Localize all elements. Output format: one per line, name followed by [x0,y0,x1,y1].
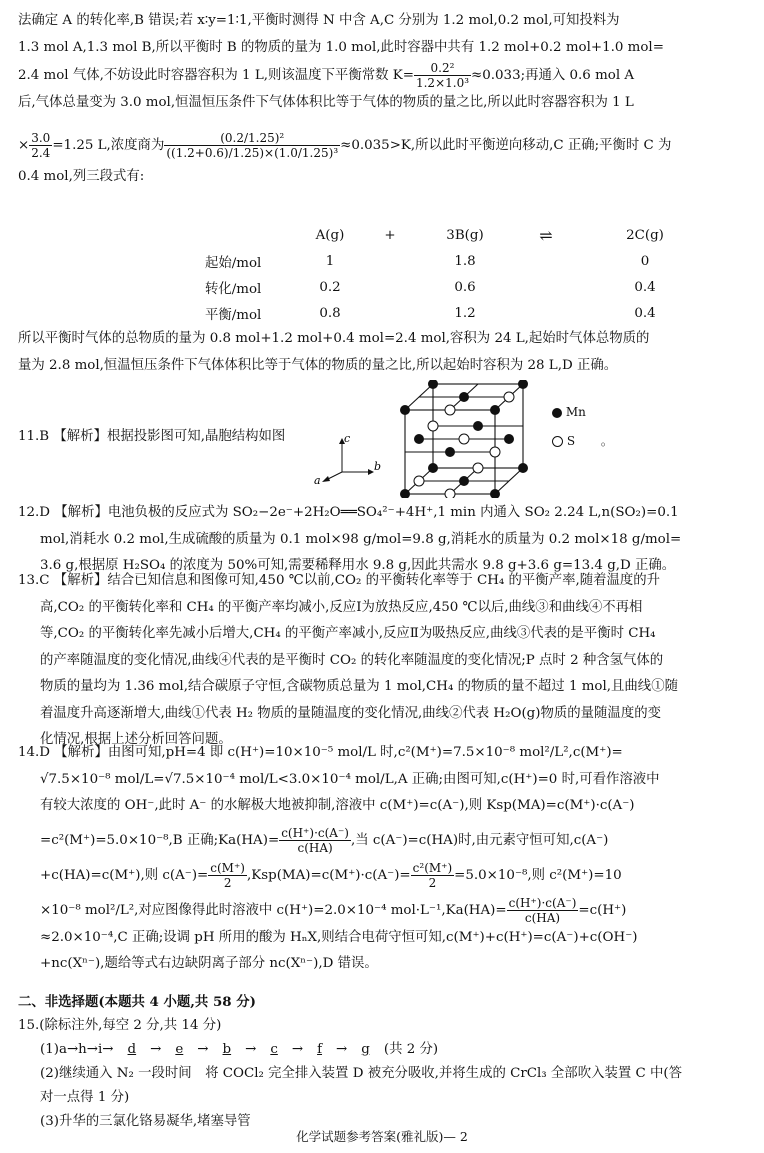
ka2-frac-den: c(HA) [524,910,561,925]
q15-blank: f [317,1042,323,1057]
ka2-fraction [507,896,579,925]
s-atom [428,421,438,431]
cm-frac-num: c(M⁺) [210,860,245,875]
p13-line2: 高,CO₂ 的平衡转化率和 CH₄ 的平衡产率均减小,反应Ⅰ为放热反应,450 ℃以后,曲线③和曲线④不再相 [40,599,643,615]
tri-row-initial [205,248,715,274]
tri-cell: 1 [325,253,335,269]
p14-line2: √7.5×10⁻⁸ mol/L=√7.5×10⁻⁴ mol/L<3.0×10⁻⁴ mol/L,A 正确;由图可知,c(H⁺)=0 时,可看作溶液中 [40,771,660,787]
p14-line6 [18,896,750,925]
p14-line8: +nc(Xⁿ⁻),题给等式右边缺阴离子部分 nc(Xⁿ⁻),D 错误。 [40,956,378,971]
p13-line1: 13.C 【解析】结合已知信息和图像可知,450 ℃以前,CO₂ 的平衡转化率等于 CH₄ 的平衡产率,随着温度的升 [18,573,661,588]
p14-line5-b: ,Ksp(MA)=c(M⁺)·c(A⁻)= [247,867,411,883]
tri-row-label: 平衡/mol [205,307,262,323]
cm2-frac-num: c²(M⁺) [412,860,453,875]
p10-line5-a: × [18,137,30,153]
species-plus: + [384,227,396,243]
q-frac-num: (0.2/1.25)² [164,131,340,146]
cm2-frac-den: 2 [428,875,437,890]
ka-frac-den: c(HA) [297,840,333,855]
p13-line4: 的产率随温度的变化情况,曲线④代表的是平衡时 CO₂ 的转化率随温度的变化情况;P 点时 2 种含氢气体的 [40,652,664,668]
p13-line7: 化情况,根据上述分析回答问题。 [40,732,232,747]
mn-atom [504,434,514,444]
p10-line3-b: ≈0.033;再通入 0.6 mol A [471,68,635,83]
tri-row-label: 起始/mol [205,255,262,271]
p14-line3: 有较大浓度的 OH⁻,此时 A⁻ 的水解极大地被抑制,溶液中 c(M⁺)=c(A⁻),则 Ksp(MA)=c(M⁺)·c(A⁻) [40,798,635,813]
tri-cell: 0.4 [634,305,656,321]
tri-cell: 0 [640,253,650,269]
tri-cell: 0.6 [454,279,476,295]
p13-line6: 着温度升高逐渐增大,曲线①代表 H₂ 物质的量随温度的变化情况,曲线②代表 H₂O(g)物质的量随温度的变 [40,705,661,721]
legend-mn [552,405,586,419]
q15-blank: e [175,1042,184,1057]
tri-cell: 1.8 [454,253,476,269]
p12-line2: mol,消耗水 0.2 mol,生成硫酸的质量为 0.1 mol×98 g/mol=9.8 g,消耗水的质量为 0.2 mol×18 g/mol= [40,531,682,547]
s-atom [490,447,500,457]
p14-line4-b: ,当 c(A⁻)=c(HA)时,由元素守恒可知,c(A⁻) [350,832,609,848]
legend-s-label: S [566,434,576,448]
p14-line6-b: =c(H⁺) [578,902,627,918]
p10-line5-c: ≈0.035>K,所以此时平衡逆向移动,C 正确;平衡时 C 为 [340,137,672,153]
legend-s [552,432,613,449]
q15-1-suffix: (共 2 分) [383,1042,439,1057]
legend-mn-label: Mn [565,405,586,419]
vol-frac-den: 2.4 [31,145,51,160]
cm2-half-fraction [411,861,455,890]
tri-row-equilibrium [205,300,715,326]
p10-conclusion [18,326,750,379]
three-stage-table [205,222,715,326]
s-atom [459,434,469,444]
q15-blank: c [270,1042,278,1057]
page-footer: 化学试题参考答案(雅礼版)— 2 [296,1129,468,1144]
axes-diagram [312,430,382,485]
p12-line1: 12.D 【解析】电池负极的反应式为 SO₂−2e⁻+2H₂O══SO₄²⁻+4H⁺,1 min 内通入 SO₂ 2.24 L,n(SO₂)=0.1 [18,505,679,520]
q-fraction [164,131,340,160]
p12-line3: 3.6 g,根据原 H₂SO₄ 的浓度为 50%可知,需要稀释用水 9.8 g,因此共需水 9.8 g+3.6 g=13.4 g,D 正确。 [40,558,676,573]
s-legend-icon [552,436,563,447]
p14-line7: ≈2.0×10⁻⁴,C 正确;设调 pH 所用的酸为 HₙX,则结合电荷守恒可知,c(M⁺)+c(H⁺)=c(A⁻)+c(OH⁻) [40,929,638,945]
p14-block [18,740,750,978]
tri-cell: 0.8 [319,305,341,321]
s-atom [504,392,514,402]
s-atom [473,463,483,473]
q15-part3: (3)升华的三氯化铬易凝华,堵塞导管 [40,1114,251,1129]
s-atom [445,489,455,498]
p10-block [18,8,750,190]
p14-line4-a: =c²(M⁺)=5.0×10⁻⁸,B 正确;Ka(HA)= [40,832,280,848]
species-a: A(g) [315,227,345,243]
tri-cell: 0.4 [634,279,656,295]
species-b: 3B(g) [446,227,484,243]
p10-line1: 法确定 A 的转化率,B 错误;若 x∶y=1∶1,平衡时测得 N 中含 A,C 分别为 1.2 mol,0.2 mol,可知投料为 [18,13,620,28]
q15-1-prefix: (1)a→h→i→ [40,1042,114,1057]
q15-blank: b [222,1042,232,1057]
q15-blank: d [127,1042,137,1057]
section-2-heading: 二、非选择题(本题共 4 小题,共 58 分) [18,994,257,1010]
tri-cell: 0.2 [319,279,341,295]
tri-cell: 1.2 [454,305,476,321]
q15-part2-line1: (2)继续通入 N₂ 一段时间 将 COCl₂ 完全排入装置 D 被充分吸收,并将生成的 CrCl₃ 全部吹入装置 C 中(答 [40,1066,683,1081]
vol-fraction [29,131,52,160]
p14-line5-a: +c(HA)=c(M⁺),则 c(A⁻)= [40,867,209,883]
mn-atom [400,405,410,415]
p14-line6-a: ×10⁻⁸ mol²/L²,对应图像得此时溶液中 c(H⁺)=2.0×10⁻⁴ mol·L⁻¹,Ka(HA)= [40,902,507,918]
q-frac-den: ((1.2+0.6)/1.25)×(1.0/1.25)³ [166,145,339,160]
p13-line3: 等,CO₂ 的平衡转化率先减小后增大,CH₄ 的平衡产率减小,反应Ⅱ为吸热反应,曲线③代表的是平衡时 CH₄ [40,626,656,641]
tri-species-row [205,222,715,248]
mn-atom [459,476,469,486]
p10-line7: 所以平衡时气体的总物质的量为 0.8 mol+1.2 mol+0.4 mol=2.4 mol,容积为 24 L,起始时气体总物质的 [18,331,650,346]
p10-line3 [18,61,750,90]
mn-atom [518,463,528,473]
crystal-cell-diagram [395,380,535,498]
legend-dot: 。 [600,434,613,448]
p10-line5 [18,131,750,160]
ka-fraction [279,826,351,855]
mn-atom [473,421,483,431]
p13-line5: 物质的量均为 1.36 mol,结合碳原子守恒,含碳物质总量为 1 mol,CH₄ 的物质的量不超过 1 mol,且曲线①随 [40,679,678,694]
p10-line3-a: 2.4 mol 气体,不妨设此时容器容积为 1 L,则该温度下平衡常数 K= [18,68,414,83]
ka-frac-num: c(H⁺)·c(A⁻) [281,825,349,840]
k-frac-den: 1.2×1.0³ [415,76,470,90]
p10-line6: 0.4 mol,列三段式有: [18,168,145,184]
s-atom [414,476,424,486]
cm-half-fraction [208,861,247,890]
s-atom [445,405,455,415]
q15-head: 15.(除标注外,每空 2 分,共 14 分) [18,1018,222,1033]
k-fraction [414,61,471,90]
species-c: 2C(g) [626,227,664,243]
equilibrium-arrow: ⇌ [539,225,551,245]
p11-text: 11.B 【解析】根据投影图可知,晶胞结构如图 [18,429,286,444]
axis-a-label: a [314,474,321,485]
mn-atom [414,434,424,444]
p10-line2: 1.3 mol A,1.3 mol B,所以平衡时 B 的物质的量为 1.0 mol,此时容器中共有 1.2 mol+0.2 mol+1.0 mol= [18,39,664,55]
p14-line5-c: =5.0×10⁻⁸,则 c²(M⁺)=10 [454,867,622,883]
mn-atom [428,463,438,473]
p10-line8: 量为 2.8 mol,恒温恒压条件下气体体积比等于气体的物质的量之比,所以起始时容积为 28 L,D 正确。 [18,357,618,373]
axis-c-label: c [344,432,351,445]
vol-frac-num: 3.0 [31,130,51,145]
p14-line5 [18,861,750,890]
p14-line1: 14.D 【解析】由图可知,pH=4 即 c(H⁺)=10×10⁻⁵ mol/L 时,c²(M⁺)=7.5×10⁻⁸ mol²/L²,c(M⁺)= [18,745,623,760]
q15-blank: g [361,1042,370,1057]
mn-atom [445,447,455,457]
p13-block [18,568,750,754]
mn-atom [490,405,500,415]
q15-part2-line2: 对一点得 1 分) [40,1090,130,1105]
p14-line4 [18,826,750,855]
tri-row-label: 转化/mol [205,281,262,297]
mn-atom [459,392,469,402]
section-2 [18,990,750,1134]
p10-line4: 后,气体总量变为 3.0 mol,恒温恒压条件下气体体积比等于气体的物质的量之比,所以此时容器容积为 1 L [18,95,634,110]
axis-b-label: b [374,460,382,473]
q15-part1: (1)a→h→i→ d → e → b → c → f → g (共 2 分) [40,1042,439,1057]
mn-legend-icon [552,408,562,418]
ka2-frac-num: c(H⁺)·c(A⁻) [508,895,577,910]
p10-line5-b: =1.25 L,浓度商为 [52,137,165,153]
tri-row-change [205,274,715,300]
cm-frac-den: 2 [223,875,232,890]
k-frac-num: 0.2² [414,61,471,76]
